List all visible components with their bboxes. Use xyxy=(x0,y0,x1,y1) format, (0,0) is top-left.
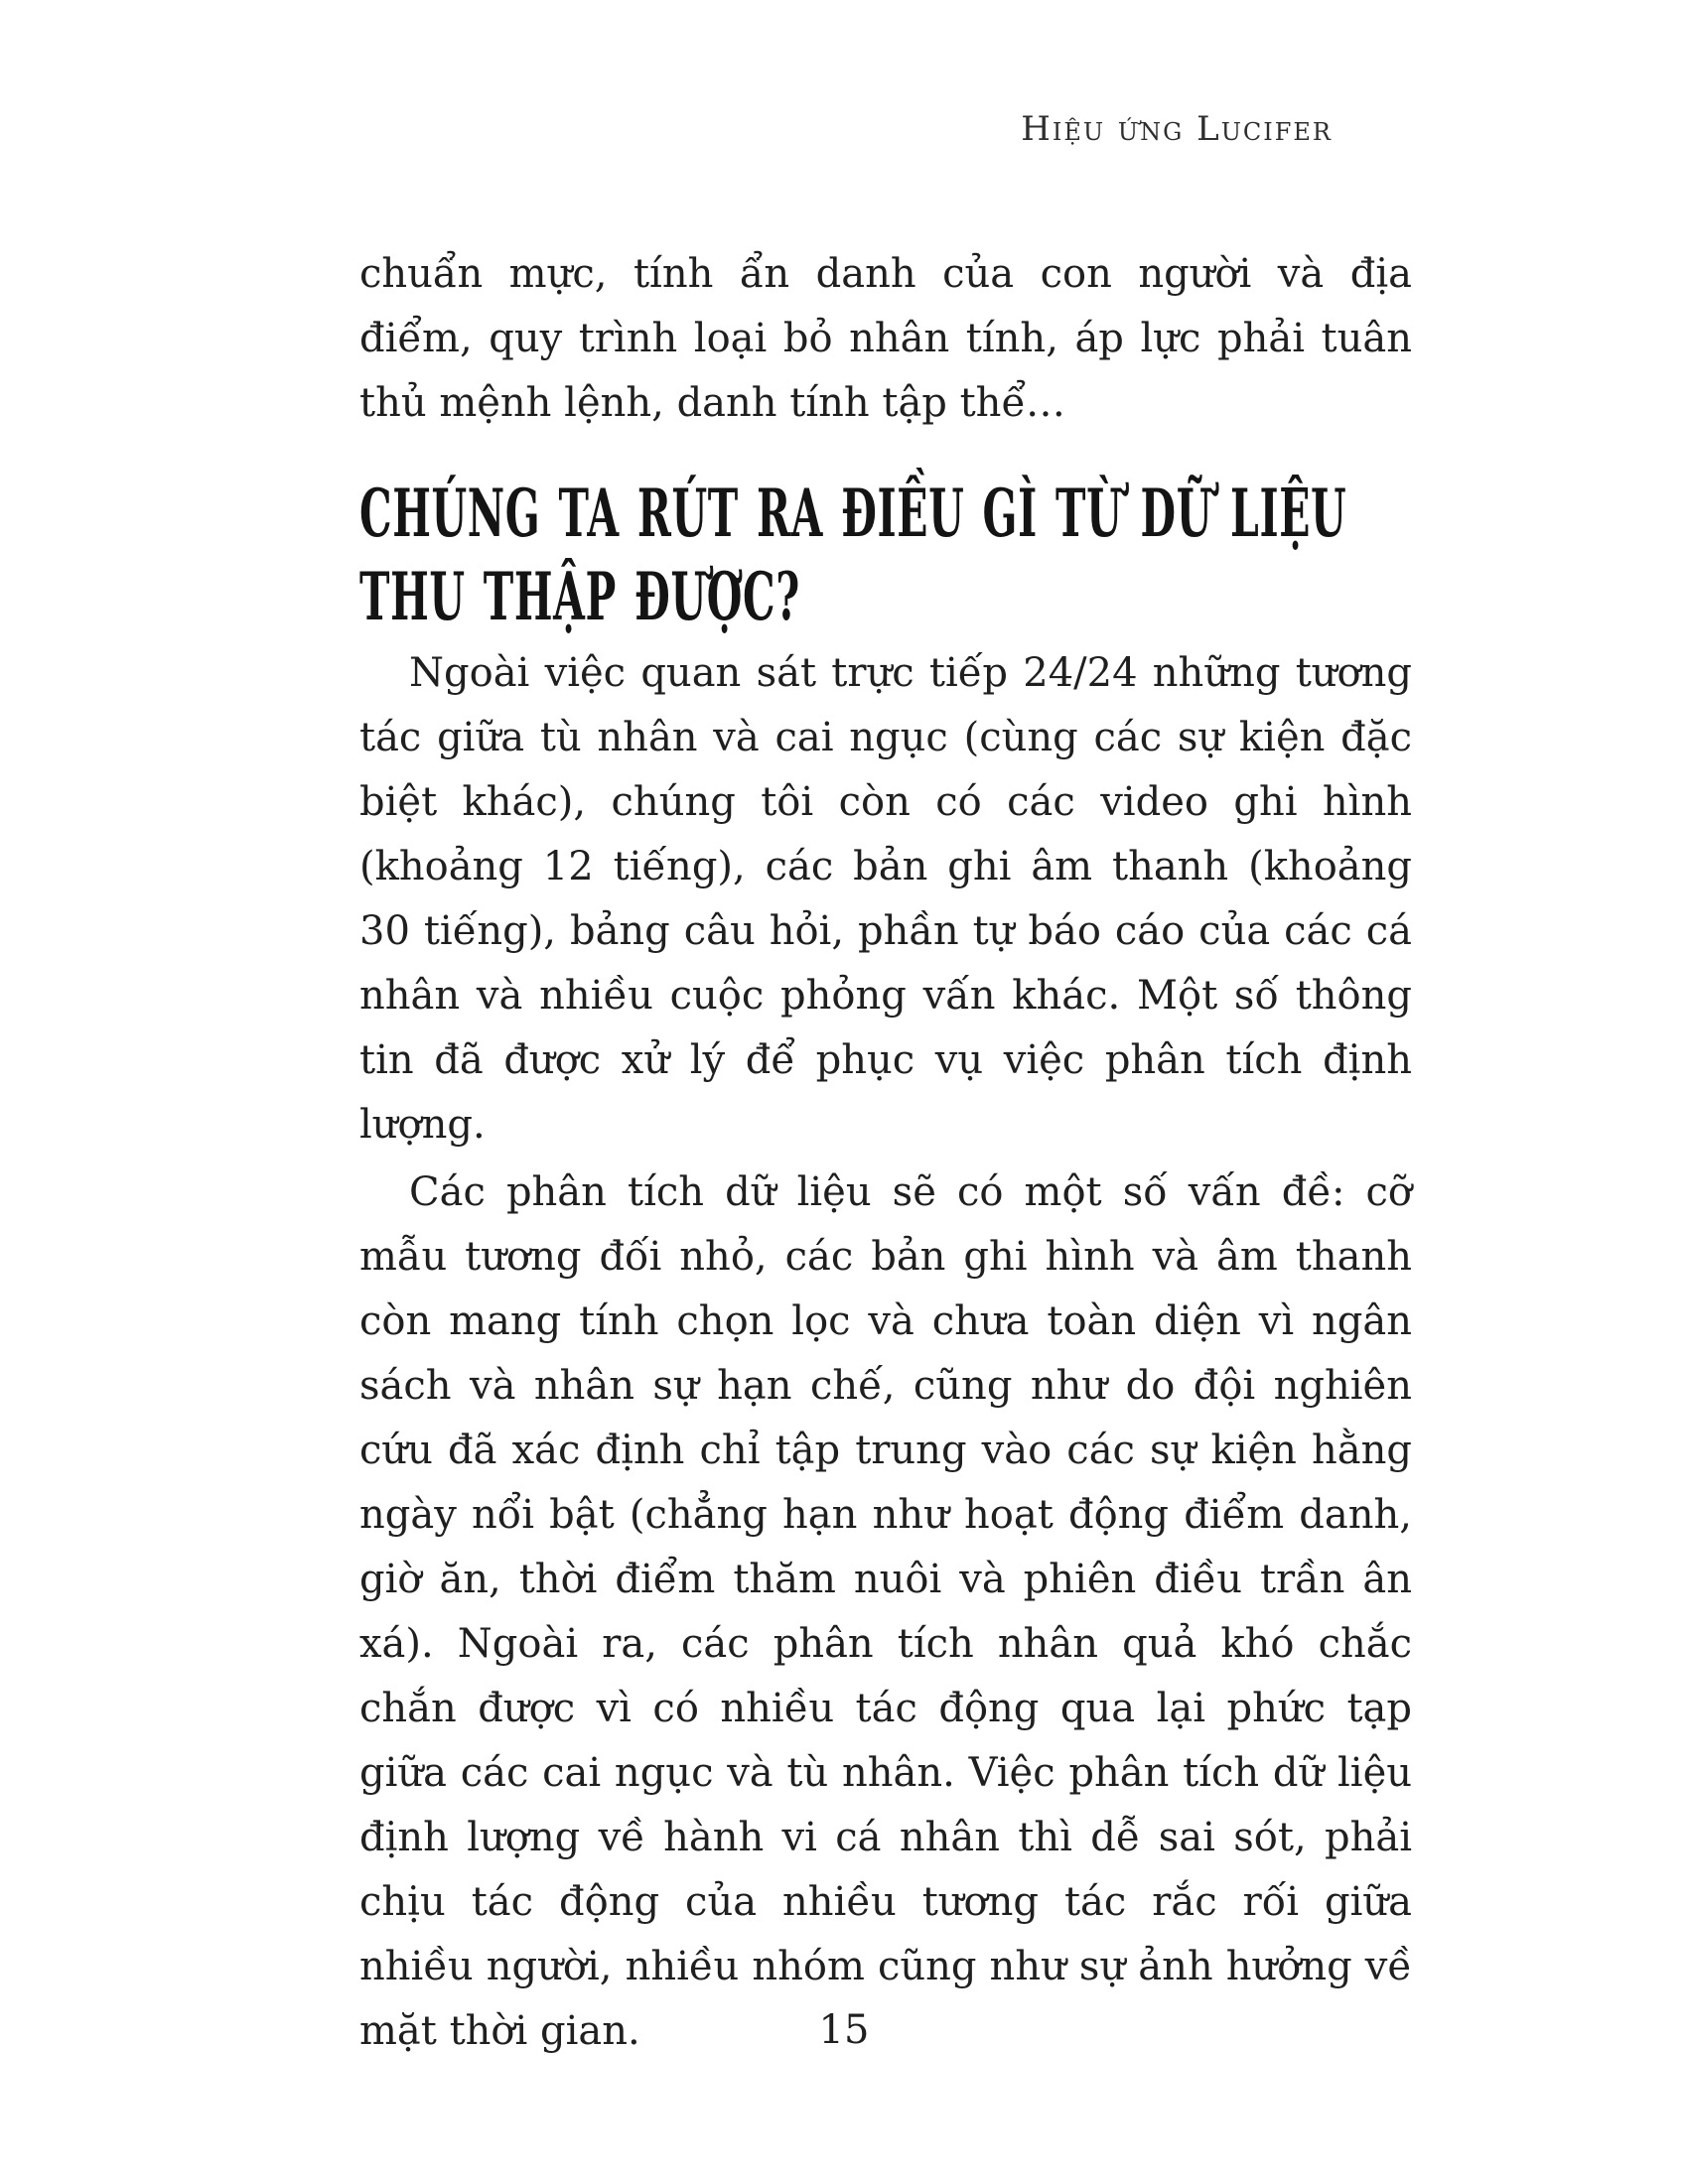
body-paragraph-2: Các phân tích dữ liệu sẽ có một số vấn đề: cỡ mẫu tương đối nhỏ, các bản ghi hình và âm thanh còn mang tính chọn lọc và chưa toàn diện vì ngân sách và nhân sự hạn chế, cũng như do đội nghiên cứu đã xác định chỉ tập trung vào các sự kiện hằng ngày nổi bật (chẳng hạn như hoạt động điểm danh, giờ ăn, thời điểm thăm nuôi và phiên điều trần ân xá). Ngoài ra, các phân tích nhân quả khó chắc chắn được vì có nhiều tác động qua lại phức tạp giữa các cai ngục và tù nhân. Việc phân tích dữ liệu định lượng về hành vi cá nhân thì dễ sai sót, phải chịu tác động của nhiều tương tác rắc rối giữa nhiều người, nhiều nhóm cũng như sự ảnh hưởng về mặt thời gian. xyxy=(359,1169,1412,2054)
section-heading: CHÚNG TA RÚT RA ĐIỀU GÌ TỪ DỮ LIỆU THU THẬP ĐƯỢC? xyxy=(359,475,1347,635)
body-paragraph-1: Ngoài việc quan sát trực tiếp 24/24 những tương tác giữa tù nhân và cai ngục (cùng các sự kiện đặc biệt khác), chúng tôi còn có các video ghi hình (khoảng 12 tiếng), các bản ghi âm thanh (khoảng 30 tiếng), bảng câu hỏi, phần tự báo cáo của các cá nhân và nhiều cuộc phỏng vấn khác. Một số thông tin đã được xử lý để phục vụ việc phân tích định lượng. xyxy=(359,650,1412,1148)
page-number: 15 xyxy=(818,2007,870,2053)
opening-paragraph: chuẩn mực, tính ẩn danh của con người và địa điểm, quy trình loại bỏ nhân tính, áp lực phải tuân thủ mệnh lệnh, danh tính tập thể… xyxy=(359,251,1412,426)
running-header: Hiệu ứng Lucifer xyxy=(1021,109,1333,149)
section-heading-wrap xyxy=(359,472,1412,660)
